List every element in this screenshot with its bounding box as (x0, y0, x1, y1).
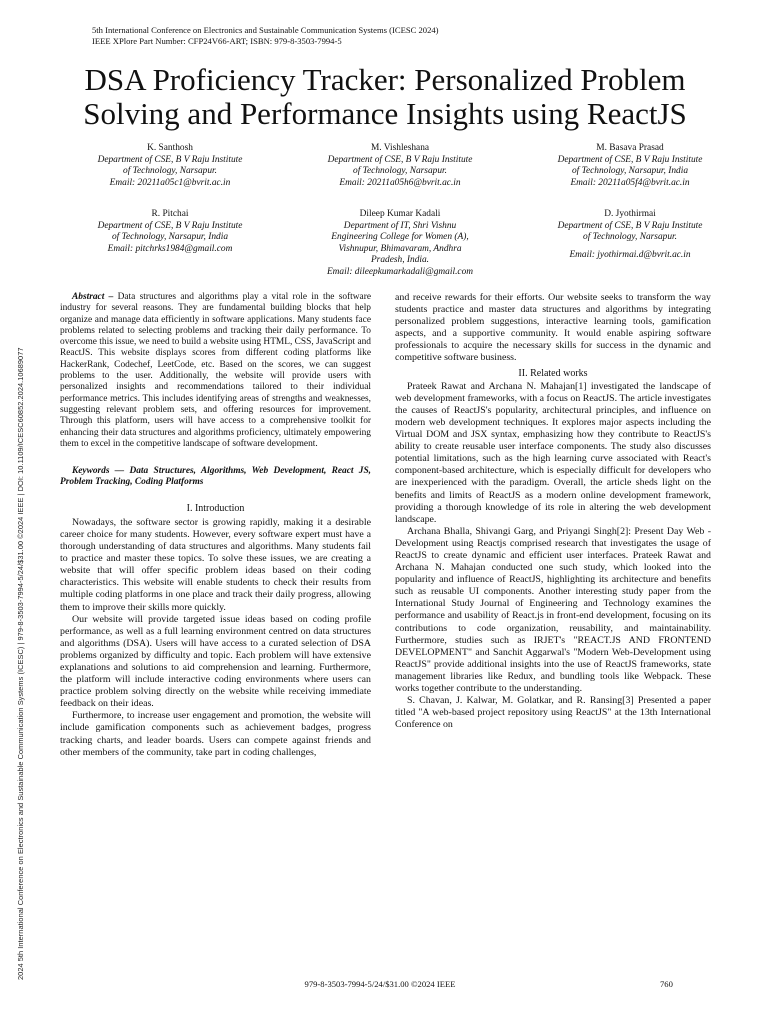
author-affiliation: of Technology, Narsapur. (583, 232, 677, 243)
author-4 (55, 209, 285, 255)
abstract-paragraph (60, 292, 371, 450)
author-email: Email: dileepkumarkadali@gmail.com (326, 266, 474, 277)
author-affiliation: Vishnupur, Bhimavaram, Andhra (338, 243, 462, 254)
author-affiliation: Engineering College for Women (A), (331, 232, 469, 243)
section-heading-introduction: I. Introduction (186, 502, 245, 514)
author-affiliation: Department of CSE, B V Raju Institute (327, 154, 473, 165)
author-affiliation: Department of CSE, B V Raju Institute (557, 154, 703, 165)
author-3 (515, 143, 745, 189)
author-6 (515, 209, 745, 261)
author-name: Dileep Kumar Kadali (359, 209, 441, 219)
intro-paragraph-3: Furthermore, to increase user engagement and promotion, the website will include gamification components such as achievement badges, progress tracking charts, and leader boards. Users can compete against friends and other members of the community, take part in coding challenges, (60, 710, 371, 758)
abstract-text: Data structures and algorithms play a vital role in the software industry for several reasons. They are fundamental building blocks that help organize and manage data efficiently in software applications. Many students face problems related to selecting problems and tracking their daily performance. To overcome this issue, we need to build a website using HTML, CSS, JavaScript and ReactJS. This website displays scores from different coding platforms like HackerRank, Codechef, LeetCode, etc. Based on the scores, we can suggest problems to the user. Additionally, the website will provide users with personalized insights and recommendations tailored to their individual performance metrics. This includes identifying areas of strengths and weaknesses, suggesting relevant problem sets, and offering resources for improvement. Through this platform, users will have access to a comprehensive toolkit for enhancing their data structures and algorithms proficiency, ultimately empowering them to excel in the competitive landscape of software development. (60, 292, 372, 449)
page-number: 760 (660, 979, 673, 989)
conference-header-line2: IEEE XPlore Part Number: CFP24V66-ART; ISBN: 979-8-3503-7994-5 (92, 36, 342, 46)
paper-title-line1: DSA Proficiency Tracker: Personalized Problem (84, 62, 686, 97)
intro-continuation: and receive rewards for their efforts. Our website seeks to transform the way students practice and master data structures and algorithms by integrating personalized problem suggestions, interactive learning tools, gamification aspects, and a supportive community. It would enable aspiring software professionals to acquire the necessary skills for success in the dynamic and competitive software business. (395, 292, 711, 364)
left-column (60, 292, 371, 759)
section-heading-related-works: II. Related works (518, 367, 588, 379)
abstract-label: Abstract – (72, 292, 114, 302)
author-2 (285, 143, 515, 189)
intro-paragraph-2: Our website will provide targeted issue ideas based on coding profile performance, as well as a full learning environment centred on data structures and algorithms (DSA). Users will have access to a curated selection of DSA problems organized by difficulty and topic. Each problem will have extensive explanations and solutions to aid comprehension and learning. Furthermore, the platform will include interactive coding environments where users can practice problem solving directly on the website while receiving immediate feedback on their ideas. (60, 613, 371, 710)
related-paragraph-1: Prateek Rawat and Archana N. Mahajan[1] investigated the landscape of web development frameworks, with a focus on ReactJS. The article investigates the causes of ReactJS's popularity, architectural principles, and influence on modern web development techniques. It explores major aspects including the Virtual DOM and JSX syntax, emphasizing how they contribute to ReactJS's ability to create reusable user interface components. The study also discusses potential limitations, such as the high learning curve associated with React's component-based architecture, which is especially difficult for developers who are inexperienced with the paradigm. Overall, the article sheds light on the benefits and limits of ReactJS as a modern online development framework, providing a thorough knowledge of its role in altering the web development landscape. (395, 380, 711, 525)
related-paragraph-3: S. Chavan, J. Kalwar, M. Golatkar, and R. Ransing[3] Presented a paper titled "A web-based project repository using ReactJS" at the 13th International Conference on (395, 695, 711, 731)
author-email: Email: 20211a05f4@bvrit.ac.in (570, 177, 690, 188)
conference-header (92, 25, 612, 47)
author-5 (285, 209, 515, 279)
author-name: K. Santhosh (147, 143, 193, 153)
author-email: Email: pitchrks1984@gmail.com (107, 243, 233, 254)
intro-paragraph-1: Nowadays, the software sector is growing rapidly, making it a desirable career choice for many students. However, every software expert must have a thorough understanding of data structures and algorithms. Many students fail to practice and master these topics. To solve these issues, we are creating a website that will offer specific problem ideas based on their coding characteristics. This website will enable students to check their results from multiple coding platforms in one place and track their daily progress, allowing them to improve their skills more quickly. (60, 516, 371, 613)
author-email: Email: 20211a05h6@bvrit.ac.in (339, 177, 461, 188)
author-affiliation: of Technology, Narsapur, India (111, 232, 229, 243)
author-name: M. Basava Prasad (596, 143, 664, 153)
author-affiliation: of Technology, Narsapur, India (571, 166, 689, 177)
footer-isbn: 979-8-3503-7994-5/24/$31.00 ©2024 IEEE (304, 979, 456, 989)
author-name: D. Jyothirmai (604, 209, 656, 219)
author-name: R. Pitchai (151, 209, 189, 219)
author-name: M. Vishleshana (370, 143, 430, 153)
author-email: Email: jyothirmai.d@bvrit.ac.in (569, 249, 691, 260)
paper-title-line2: Solving and Performance Insights using ReactJS (83, 96, 687, 131)
author-1 (55, 143, 285, 189)
author-affiliation: of Technology, Narsapur. (353, 166, 447, 177)
related-paragraph-2: Archana Bhalla, Shivangi Garg, and Priyangi Singh[2]: Present Day Web - Development using Reactjs comprised research that investigates the usage of ReactJS to create dynamic and efficient user interfaces. Prateek Rawat and Archana N. Mahajan conducted one such study, which looked into the popularity and influence of ReactJS, highlighting its architecture and benefits such as reusable UI components. Another interesting study paper from the International Study Journal of Engineering and Technology examines the performance and usability of React.js in front-end development, focusing on its contributions to code organization, reusability, and maintainability. Furthermore, studies such as IRJET's "REACT.JS AND FRONTEND DEVELOPMENT" and Sanchit Aggarwal's "Modern Web-Development using ReactJS" provide additional insights into the use of ReactJS frameworks, state management libraries like Redux, and bundling tools like Webpack. These works together contribute to the understanding. (395, 525, 711, 694)
paper-title (60, 63, 710, 131)
author-email: Email: 20211a05c1@bvrit.ac.in (109, 177, 231, 188)
abstract (60, 292, 371, 450)
conference-header-line1: 5th International Conference on Electronics and Sustainable Communication Systems (ICESC 2024) (92, 25, 439, 35)
author-affiliation: of Technology, Narsapur. (123, 166, 217, 177)
keywords: Keywords — Data Structures, Algorithms, Web Development, React JS, Problem Tracking, Coding Platforms (60, 466, 371, 488)
author-affiliation: Department of CSE, B V Raju Institute (97, 220, 243, 231)
author-affiliation: Department of IT, Shri Vishnu (343, 220, 457, 231)
author-affiliation: Department of CSE, B V Raju Institute (97, 154, 243, 165)
side-banner: 2024 5th International Conference on Electronics and Sustainable Communication Systems (ICESC) | 979-8-3503-7994-5/24/$31.00 ©2024 IEEE | DOI: 10.1109/ICESC60852.2024.10689077 (16, 347, 25, 980)
author-affiliation: Department of CSE, B V Raju Institute (557, 220, 703, 231)
author-affiliation: Pradesh, India. (370, 255, 430, 266)
right-column (395, 292, 711, 731)
